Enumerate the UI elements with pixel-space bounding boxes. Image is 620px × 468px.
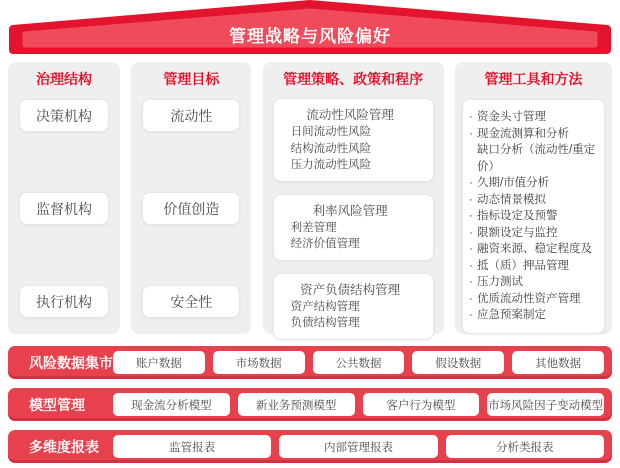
data-chip: 账户数据 bbox=[113, 351, 205, 374]
policy-group-liquidity bbox=[273, 98, 434, 182]
columns-area bbox=[8, 62, 612, 334]
row-label-data-mart: 风险数据集市 bbox=[29, 354, 113, 371]
tool-item: · 融资来源、稳定程度及 bbox=[469, 241, 600, 258]
tool-item: · 压力测试 bbox=[469, 274, 600, 291]
bullet-dot: · bbox=[468, 309, 473, 321]
objective-node: 安全性 bbox=[142, 285, 240, 318]
data-mart-row bbox=[8, 346, 612, 379]
bullet-dot: · bbox=[468, 259, 473, 272]
tool-item: · 抵（质）押品管理 bbox=[469, 258, 600, 275]
tools-list bbox=[462, 99, 605, 334]
tool-item: · 指标设定及预警 bbox=[469, 208, 600, 225]
policy-item: 利差管理 bbox=[290, 221, 337, 234]
policy-item: 资产结构管理 bbox=[290, 300, 360, 313]
policies-header: 管理策略、政策和程序 bbox=[283, 71, 424, 87]
tool-item: 缺口分析（流动性/重定价） bbox=[469, 142, 600, 175]
tool-item: · 现金流测算和分析 bbox=[469, 126, 600, 143]
model-chip: 市场风险因子变动模型 bbox=[487, 393, 604, 416]
data-chip: 其他数据 bbox=[512, 351, 604, 374]
policies-column bbox=[263, 62, 444, 334]
bullet-dot: · bbox=[468, 193, 473, 206]
policy-item: 压力流动性风险 bbox=[290, 159, 372, 171]
governance-node: 监督机构 bbox=[19, 192, 109, 225]
objectives-column bbox=[131, 62, 251, 334]
policy-group-title: 利率风险管理 bbox=[312, 203, 388, 218]
bullet-dot bbox=[469, 142, 477, 175]
report-chip: 分析类报表 bbox=[446, 435, 604, 458]
policy-group-title: 流动性风险管理 bbox=[306, 108, 394, 122]
policy-group-balance-sheet bbox=[273, 273, 434, 340]
bullet-dot: · bbox=[468, 127, 473, 140]
data-chip: 市场数据 bbox=[213, 351, 305, 374]
policy-group-interest-rate bbox=[273, 194, 434, 261]
reports-row bbox=[8, 430, 612, 463]
bottom-rows bbox=[8, 346, 612, 463]
tool-item: · 久期/市值分析 bbox=[469, 175, 600, 192]
model-chip: 新业务预测模型 bbox=[238, 393, 355, 416]
row-label-models: 模型管理 bbox=[29, 396, 85, 413]
model-chips bbox=[113, 393, 612, 416]
tool-item: · 限额设定与监控 bbox=[469, 225, 600, 242]
governance-column bbox=[8, 62, 120, 334]
bullet-dot: · bbox=[468, 177, 473, 189]
model-chip: 现金流分析模型 bbox=[113, 393, 230, 416]
bullet-dot: · bbox=[468, 243, 473, 255]
bullet-dot: · bbox=[468, 292, 473, 305]
tool-item: · 动态情景模拟 bbox=[469, 192, 600, 209]
policy-item: 日间流动性风险 bbox=[290, 126, 372, 138]
model-chip: 客户行为模型 bbox=[363, 393, 480, 416]
banner-title: 管理战略与风险偏好 bbox=[229, 27, 391, 46]
bullet-dot: · bbox=[468, 226, 473, 239]
tool-item: · 应急预案制定 bbox=[469, 307, 600, 324]
row-label-reports: 多维度报表 bbox=[29, 438, 99, 455]
policy-item: 结构流动性风险 bbox=[290, 142, 372, 155]
report-chip: 监管报表 bbox=[113, 435, 271, 458]
strategy-banner bbox=[0, 0, 620, 56]
bullet-dot: · bbox=[468, 276, 473, 288]
data-chip: 假设数据 bbox=[412, 351, 504, 374]
governance-header: 治理结构 bbox=[36, 71, 92, 87]
report-chip: 内部管理报表 bbox=[279, 435, 437, 458]
bullet-dot: · bbox=[468, 111, 473, 123]
policy-item: 经济价值管理 bbox=[290, 238, 360, 250]
model-management-row bbox=[8, 388, 612, 421]
objective-node: 价值创造 bbox=[142, 192, 240, 225]
policy-item: 负债结构管理 bbox=[290, 317, 360, 329]
objectives-header: 管理目标 bbox=[163, 71, 220, 87]
data-chip: 公共数据 bbox=[313, 351, 405, 374]
governance-node: 执行机构 bbox=[19, 285, 109, 318]
bullet-dot: · bbox=[468, 210, 473, 222]
objective-node: 流动性 bbox=[142, 99, 240, 132]
tools-header: 管理工具和方法 bbox=[484, 71, 583, 87]
tool-item: · 优质流动性资产管理 bbox=[469, 291, 600, 308]
data-mart-chips bbox=[113, 351, 612, 374]
tools-column bbox=[455, 62, 612, 334]
policy-group-title: 资产负债结构管理 bbox=[300, 282, 401, 297]
tool-item: · 资金头寸管理 bbox=[469, 109, 600, 126]
governance-node: 决策机构 bbox=[19, 99, 109, 132]
report-chips bbox=[113, 435, 612, 458]
